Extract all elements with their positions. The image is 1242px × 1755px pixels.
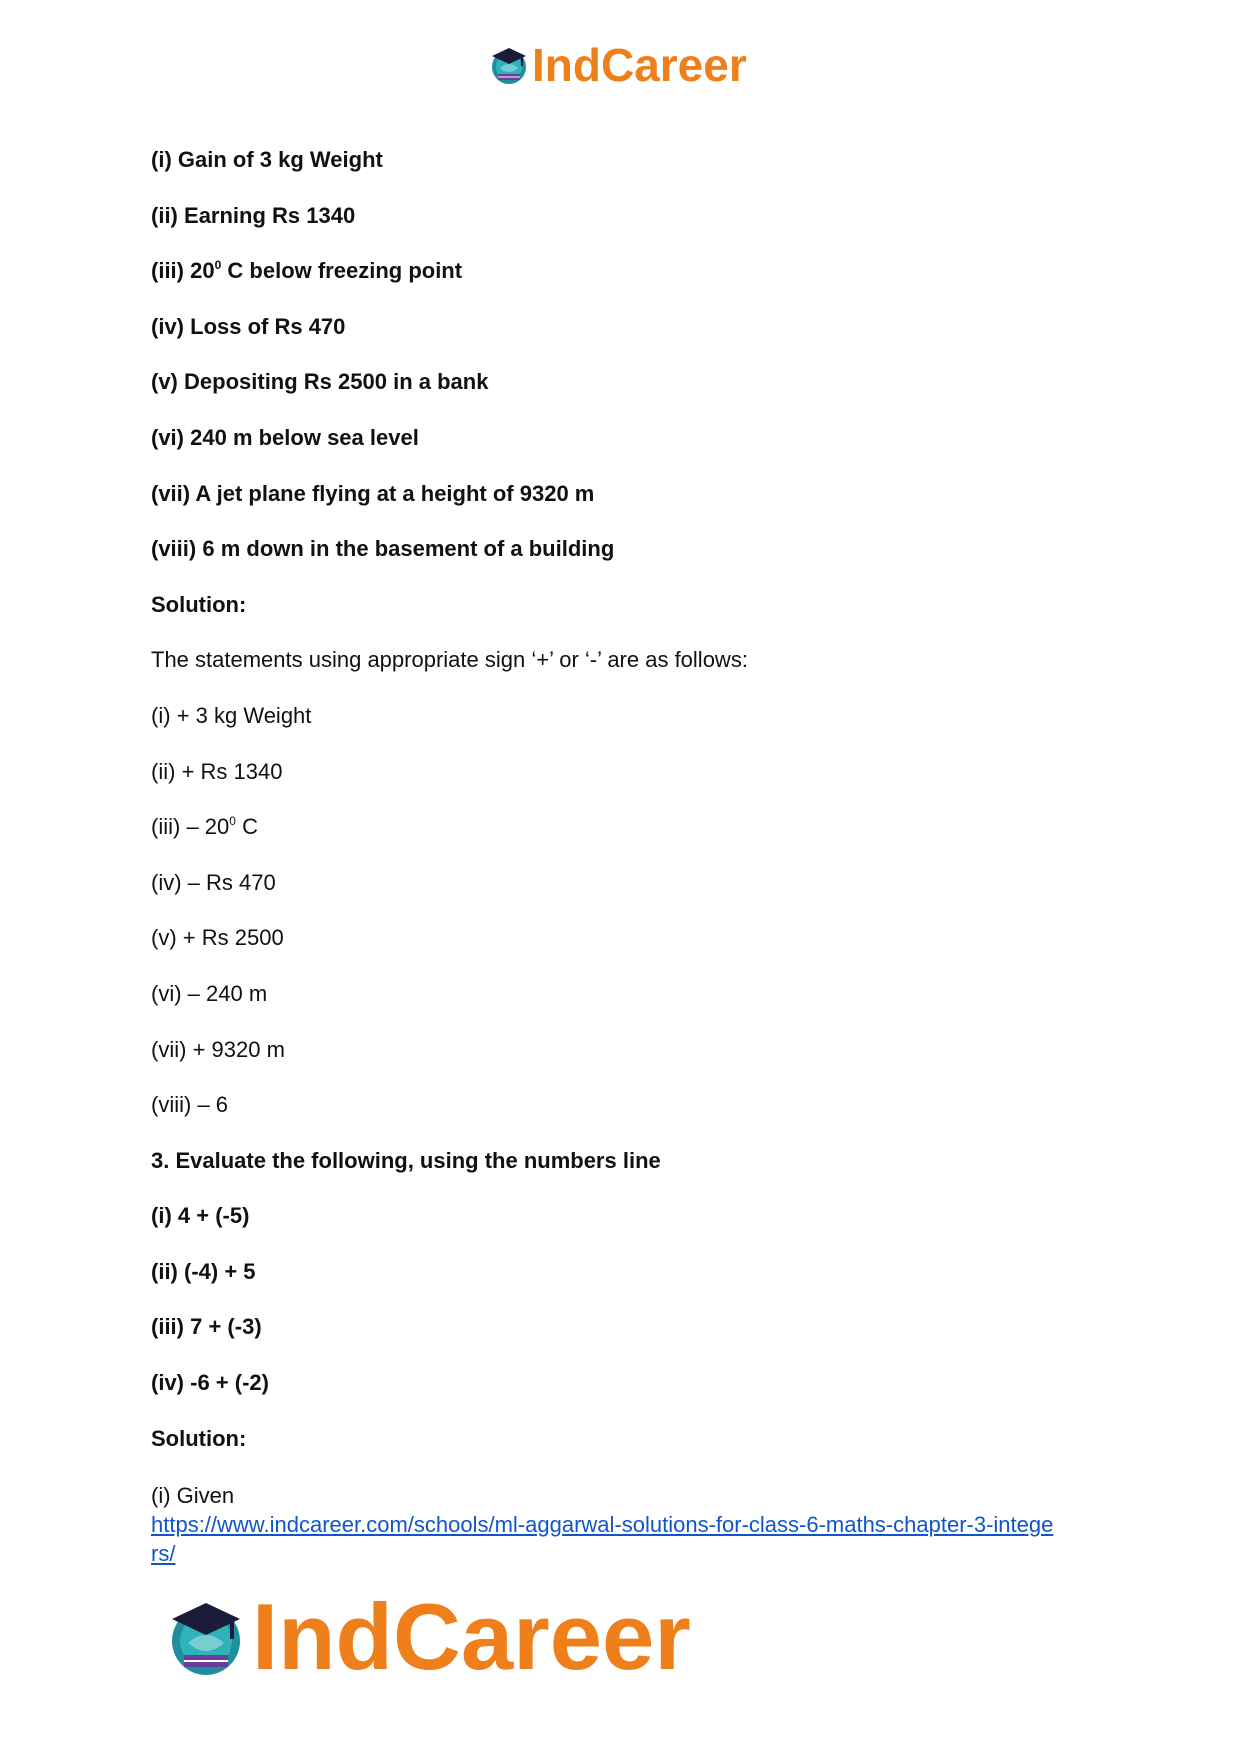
question-item: (iii) $20^0$ C below freezing point (151, 258, 463, 284)
question-item: (vii) A jet plane flying at a height of 9320 m (151, 480, 595, 506)
question-item: (ii) Earning Rs 1340 (151, 202, 356, 228)
question-item: (viii) 6 m down in the basement of a building (151, 536, 615, 562)
question-item: (v) Depositing Rs 2500 in a bank (151, 369, 489, 395)
question-3-title: 3. Evaluate the following, using the numbers line (151, 1147, 661, 1173)
question-3-item: (iv) -6 + (-2) (151, 1370, 269, 1396)
question-3-item: (i) 4 + (-5) (151, 1203, 250, 1229)
answer-item: (iv) – Rs 470 (151, 869, 276, 895)
header-logo-text: IndCareer (532, 39, 747, 91)
answer-item: (ii) + Rs 1340 (151, 758, 283, 784)
footer-logo (164, 1584, 691, 1689)
question-item: (vi) 240 m below sea level (151, 424, 419, 450)
document-body (151, 147, 1111, 1568)
answer-item: (vii) + 9320 m (151, 1036, 285, 1062)
solution-heading: Solution: (151, 1425, 247, 1451)
solution-intro: The statements using appropriate sign ‘+’ or ‘-’ are as follows: (151, 647, 748, 673)
given-block (151, 1481, 1111, 1568)
footer-logo-text: IndCareer (252, 1584, 691, 1689)
given-text: (i) Given (151, 1483, 235, 1509)
question-3-item: (iii) 7 + (-3) (151, 1314, 262, 1340)
question-3-item: (ii) (-4) + 5 (151, 1258, 256, 1284)
solution-heading: Solution: (151, 591, 247, 617)
graduation-cap-globe-icon (488, 44, 530, 86)
source-link-line2: rs/ (151, 1541, 176, 1567)
answer-item: (vi) – 240 m (151, 980, 268, 1006)
answer-item: (v) + Rs 2500 (151, 925, 284, 951)
source-link[interactable] (151, 1512, 1053, 1566)
answer-item: (i) + 3 kg Weight (151, 702, 312, 728)
question-item: (iv) Loss of Rs 470 (151, 313, 346, 339)
answer-item: $(iii) - 20^0$ C (151, 814, 258, 840)
header-logo (488, 39, 747, 91)
question-item: (i) Gain of 3 kg Weight (151, 147, 383, 172)
source-link-line1: https://www.indcareer.com/schools/ml-aggarwal-solutions-for-class-6-maths-chapter-3-intege (151, 1512, 1054, 1538)
graduation-cap-globe-icon (164, 1595, 248, 1679)
answer-item: (viii) – 6 (151, 1092, 229, 1118)
